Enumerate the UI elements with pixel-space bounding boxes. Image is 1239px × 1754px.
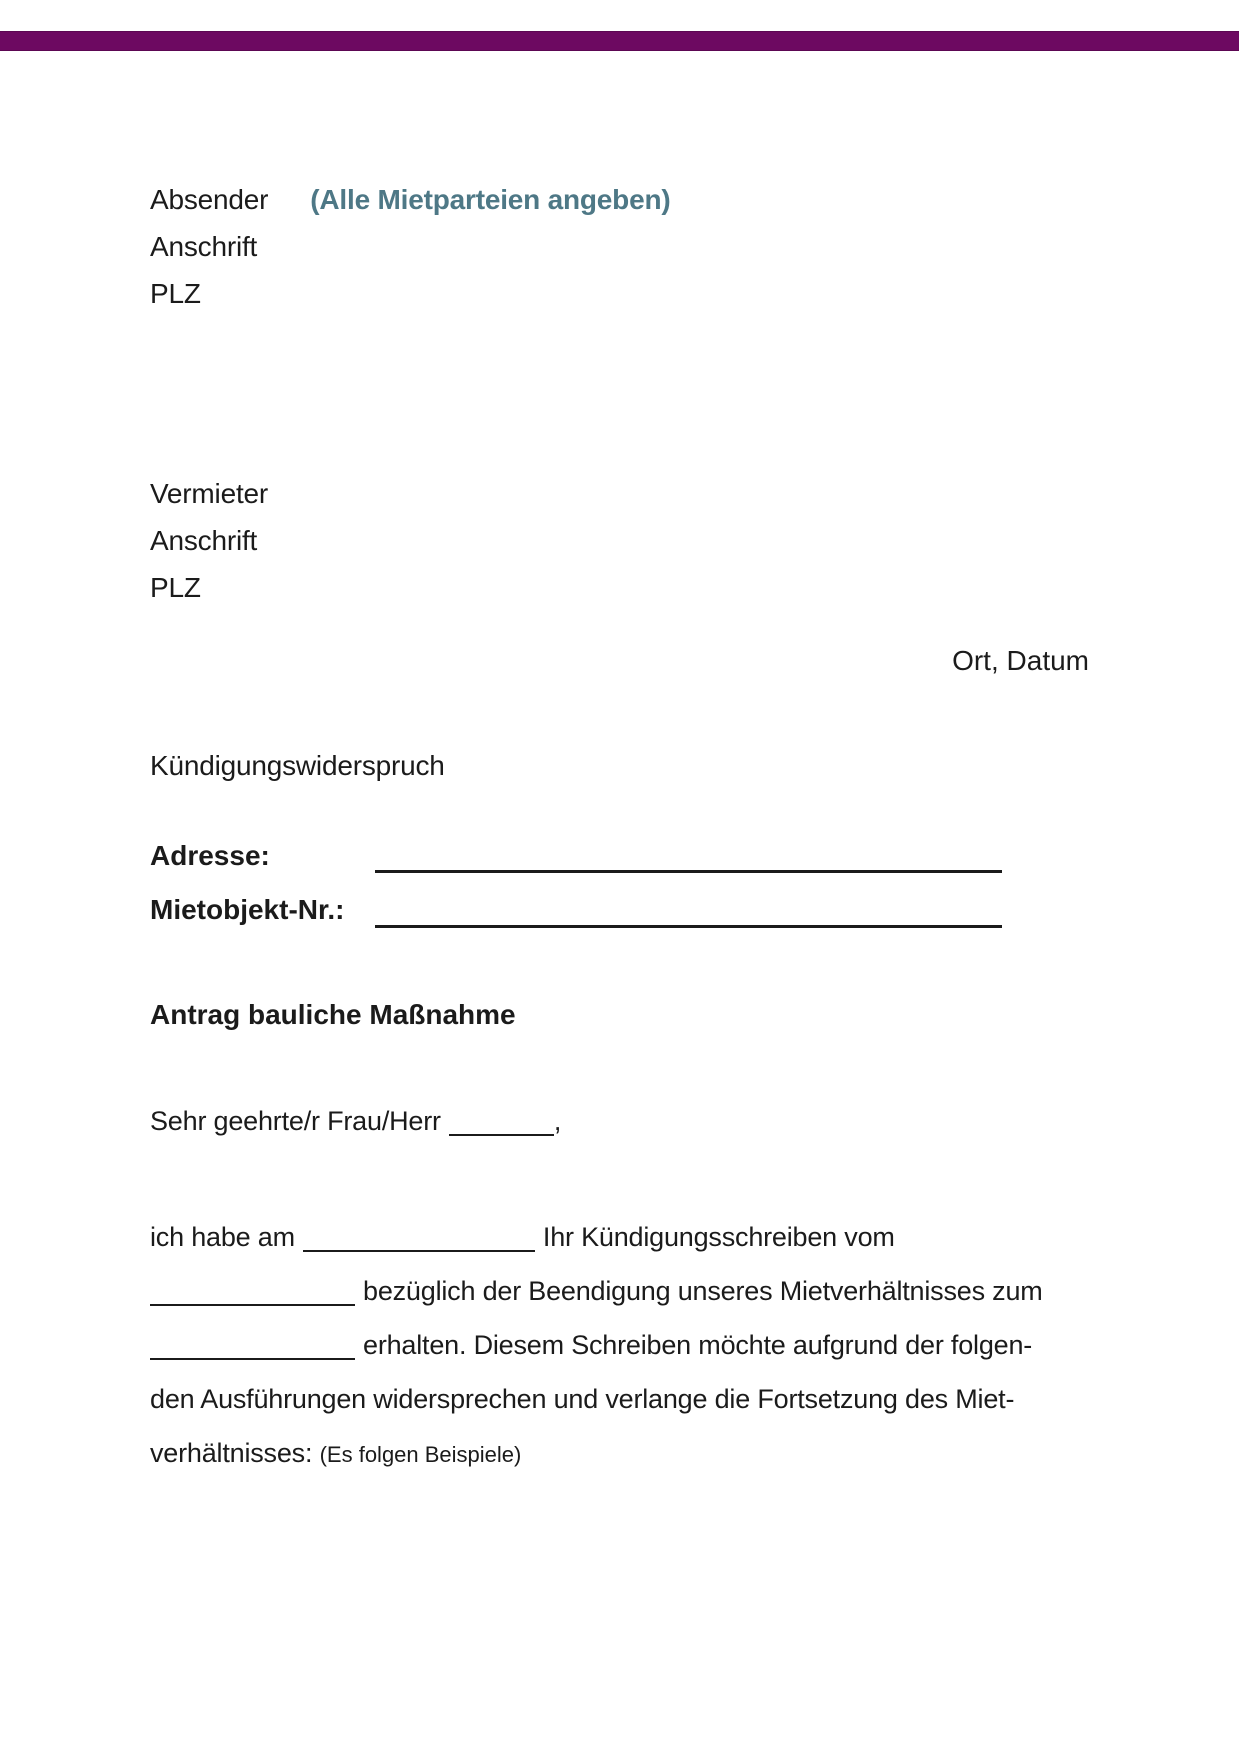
date-received-blank (303, 1225, 535, 1252)
object-number-field-label: Mietobjekt-Nr.: (150, 894, 345, 925)
subject-line: Kündigungswiderspruch (150, 750, 445, 781)
recipient-address-block (150, 470, 268, 611)
salutation-comma: , (553, 1106, 562, 1136)
address-field-label: Adresse: (150, 840, 270, 871)
sender-line (150, 176, 670, 223)
body-line-5 (150, 1438, 521, 1469)
salutation-name-blank (449, 1109, 554, 1136)
sender-zip-line: PLZ (150, 278, 201, 309)
examples-note: (Es folgen Beispiele) (319, 1442, 522, 1467)
sender-street-line: Anschrift (150, 231, 258, 262)
body-line-1-text-after: Ihr Kündigungsschreiben vom (542, 1222, 895, 1252)
place-date-line: Ort, Datum (952, 645, 1089, 676)
body-line-1 (150, 1222, 895, 1253)
body-line-5-text: verhältnisses: (150, 1438, 313, 1468)
body-line-3-text: erhalten. Diesem Schreiben möchte aufgrund der folgen- (363, 1330, 1033, 1360)
termination-date-blank (150, 1333, 355, 1360)
body-line-4: den Ausführungen widersprechen und verlange die Fortsetzung des Miet- (150, 1384, 1015, 1414)
recipient-zip-line: PLZ (150, 572, 201, 603)
body-line-1-text-before: ich habe am (150, 1222, 295, 1252)
header-accent-bar (0, 31, 1239, 51)
body-line-2 (150, 1276, 1043, 1307)
body-line-3 (150, 1330, 1032, 1361)
body-line-2-text: bezüglich der Beendigung unseres Mietverhältnisses zum (363, 1276, 1043, 1306)
sender-note: (Alle Mietparteien angeben) (310, 184, 671, 215)
salutation-text: Sehr geehrte/r Frau/Herr (150, 1106, 441, 1136)
sender-label: Absender (150, 184, 269, 215)
request-heading: Antrag bauliche Maßnahme (150, 999, 516, 1030)
object-number-fill-line (375, 925, 1002, 928)
recipient-street-line: Anschrift (150, 525, 258, 556)
address-fill-line (375, 870, 1002, 873)
recipient-name-line: Vermieter (150, 478, 269, 509)
letter-date-blank (150, 1279, 355, 1306)
salutation-line (150, 1106, 561, 1137)
sender-address-block (150, 176, 670, 317)
